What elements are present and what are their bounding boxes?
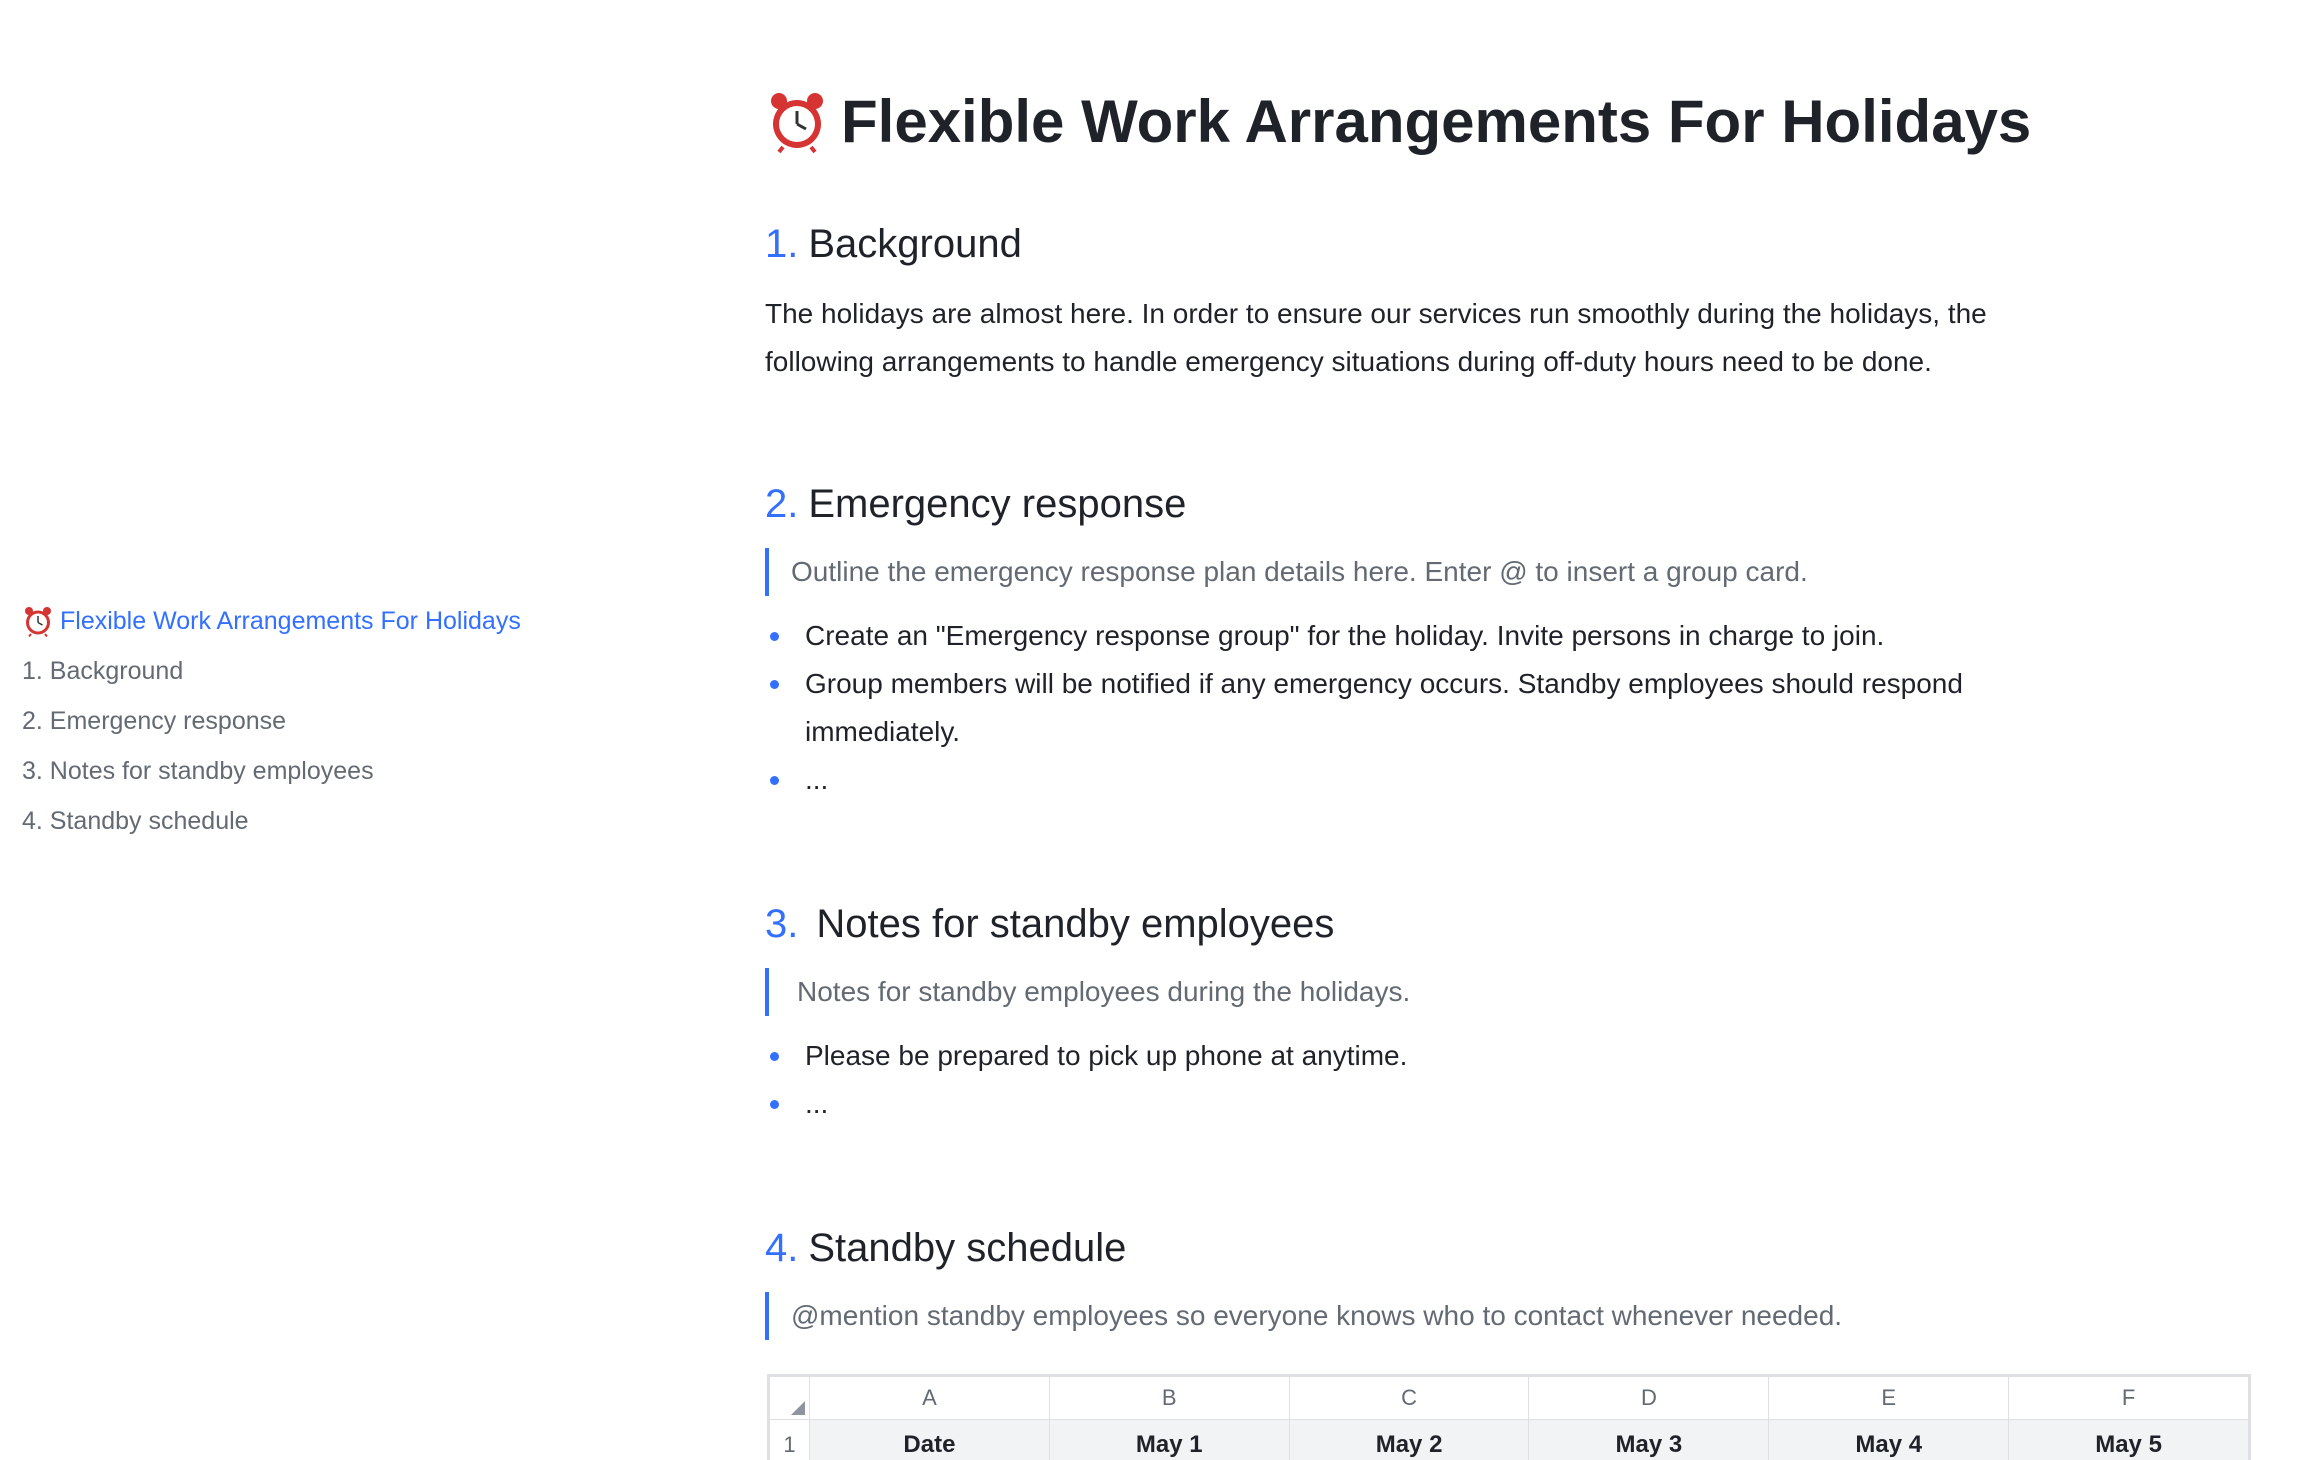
document-body xyxy=(765,80,2255,1458)
table-cell[interactable]: May 4 xyxy=(1769,1420,2009,1460)
column-header-a[interactable]: A xyxy=(810,1377,1050,1420)
sheet-grid xyxy=(769,1376,2249,1460)
bullet-dot xyxy=(770,680,779,689)
outline-item-standby-schedule[interactable] xyxy=(22,796,662,846)
list-item-text: ... xyxy=(805,1088,829,1119)
outline-item-emergency-response[interactable] xyxy=(22,696,662,746)
standby-schedule-sheet[interactable] xyxy=(767,1374,2251,1460)
list-item xyxy=(765,1080,2095,1128)
heading-background xyxy=(765,218,1022,270)
heading-text: Background xyxy=(808,222,1022,266)
outline-item-background[interactable] xyxy=(22,646,662,696)
alarm-clock-icon xyxy=(765,89,829,153)
outline-item-label: 4. Standby schedule xyxy=(22,807,249,835)
list-item xyxy=(765,612,2095,660)
heading-number: 1. xyxy=(765,222,799,266)
heading-text: Notes for standby employees xyxy=(816,902,1335,946)
heading-standby-schedule xyxy=(765,1222,1126,1274)
heading-number: 2. xyxy=(765,482,799,526)
table-cell[interactable]: Date xyxy=(810,1420,1050,1460)
heading-text: Standby schedule xyxy=(808,1226,1127,1270)
bullet-dot xyxy=(770,632,779,641)
table-cell[interactable]: May 3 xyxy=(1529,1420,1769,1460)
column-header-b[interactable]: B xyxy=(1049,1377,1289,1420)
outline-item-notes[interactable] xyxy=(22,746,662,796)
list-item-text: ... xyxy=(805,764,829,795)
outline-item-label: 2. Emergency response xyxy=(22,707,287,735)
table-cell[interactable]: May 1 xyxy=(1049,1420,1289,1460)
document-outline xyxy=(22,596,662,846)
background-paragraph: The holidays are almost here. In order to ensure our services run smoothly during the holidays, the following arrangements to handle emergency situations during off-duty hours need to be done. xyxy=(765,298,1987,377)
table-cell[interactable]: May 2 xyxy=(1289,1420,1529,1460)
notes-quote: Notes for standby employees during the holidays. xyxy=(765,968,1410,1016)
outline-item-label: 1. Background xyxy=(22,657,184,685)
select-all-icon xyxy=(791,1401,805,1415)
column-header-c[interactable]: C xyxy=(1289,1377,1529,1420)
schedule-quote: @mention standby employees so everyone knows who to contact whenever needed. xyxy=(765,1292,1842,1340)
outline-item-label: 3. Notes for standby employees xyxy=(22,757,374,785)
emergency-quote: Outline the emergency response plan details here. Enter @ to insert a group card. xyxy=(765,548,1808,596)
row-header[interactable]: 1 xyxy=(770,1420,810,1460)
heading-number: 4. xyxy=(765,1226,799,1270)
heading-emergency-response xyxy=(765,478,1186,530)
notes-bullet-list xyxy=(765,1032,2095,1128)
table-cell[interactable]: May 5 xyxy=(2009,1420,2249,1460)
page-title-text: Flexible Work Arrangements For Holidays xyxy=(841,87,2032,155)
list-item xyxy=(765,756,2095,804)
heading-number: 3. xyxy=(765,902,799,946)
alarm-clock-icon xyxy=(22,605,54,637)
table-row xyxy=(770,1420,2249,1460)
emergency-bullet-list xyxy=(765,612,2095,804)
heading-notes-standby xyxy=(765,898,1334,950)
list-item-text: Please be prepared to pick up phone at anytime. xyxy=(805,1040,1408,1071)
column-header-row xyxy=(770,1377,2249,1420)
list-item-text: Group members will be notified if any emergency occurs. Standby employees should respond immediately. xyxy=(805,668,1963,747)
column-header-f[interactable]: F xyxy=(2009,1377,2249,1420)
heading-text: Emergency response xyxy=(808,482,1187,526)
bullet-dot xyxy=(770,1100,779,1109)
list-item-text: Create an "Emergency response group" for the holiday. Invite persons in charge to join. xyxy=(805,620,1885,651)
column-header-d[interactable]: D xyxy=(1529,1377,1769,1420)
bullet-dot xyxy=(770,1052,779,1061)
list-item xyxy=(765,660,2095,756)
select-all-corner[interactable] xyxy=(770,1377,810,1420)
page-title xyxy=(765,80,2255,162)
column-header-e[interactable]: E xyxy=(1769,1377,2009,1420)
bullet-dot xyxy=(770,776,779,785)
outline-item-label: Flexible Work Arrangements For Holidays xyxy=(60,607,521,635)
outline-item-title[interactable] xyxy=(22,596,662,646)
list-item xyxy=(765,1032,2095,1080)
